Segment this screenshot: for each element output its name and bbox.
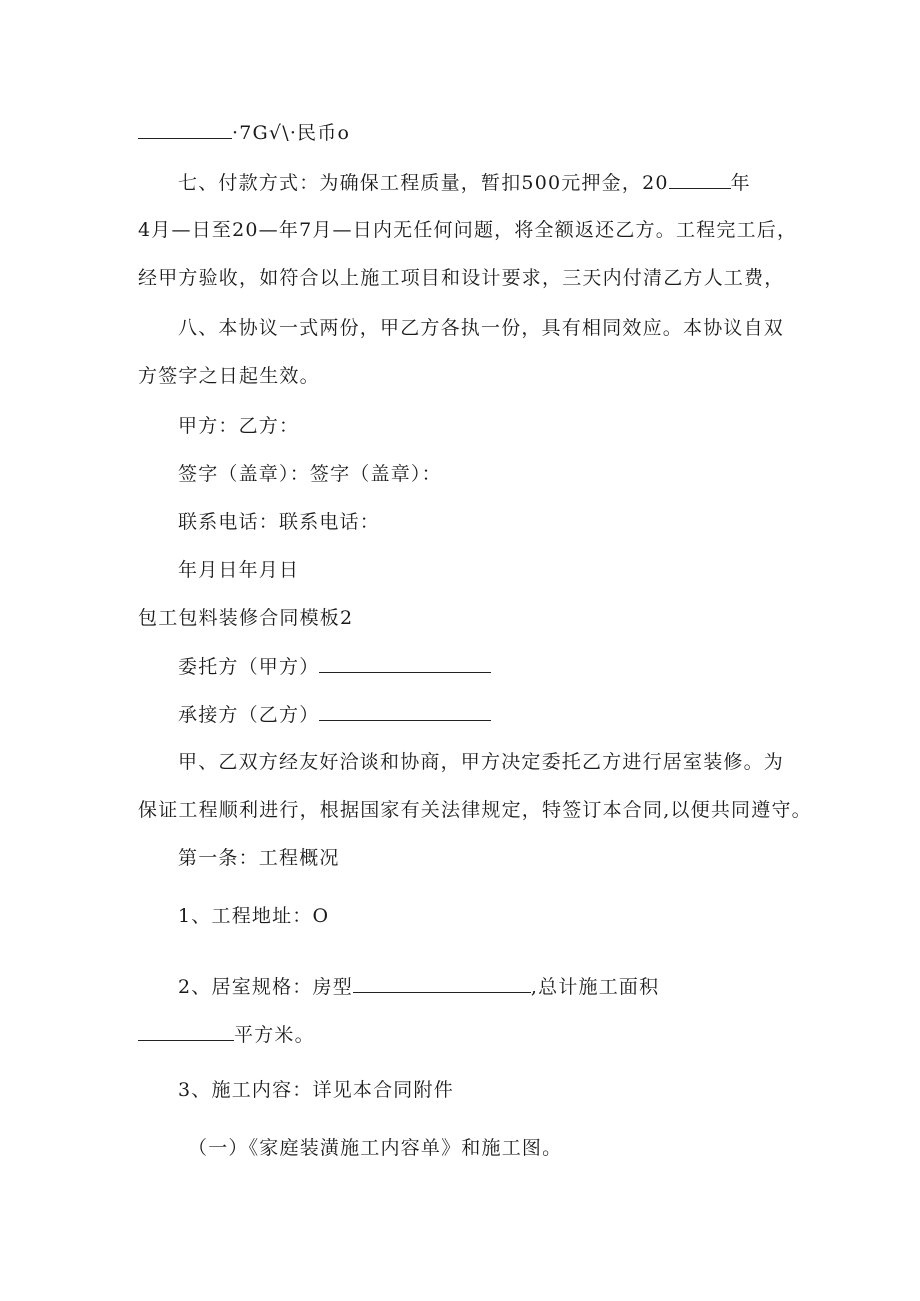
sub-item: （一）《家庭装潢施工内容单》和施工图。 xyxy=(188,1137,563,1159)
party-line: 甲方：乙方： xyxy=(178,415,300,437)
paragraph-line: 八、本协议一式两份，甲乙方各执一份，具有相同效应。本协议自双 xyxy=(178,317,785,339)
paragraph-line: 经甲方验收，如符合以上施工项目和设计要求，三天内付清乙方人工费， xyxy=(138,267,785,289)
signature-line: 签字（盖章）：签字（盖章）： xyxy=(178,463,442,485)
item-room-spec xyxy=(178,974,659,999)
client-line xyxy=(178,654,491,679)
contractor-label: 承接方（乙方） xyxy=(178,704,320,726)
item-address: 1、工程地址：O xyxy=(178,905,330,927)
item-construction: 3、施工内容：详见本合同附件 xyxy=(178,1079,454,1101)
blank-area xyxy=(138,1022,234,1041)
payment-method-text: 七、付款方式：为确保工程质量，暂扣500元押金，20 xyxy=(178,172,669,194)
client-label: 委托方（甲方） xyxy=(178,656,320,678)
blank-room-type xyxy=(353,974,531,993)
blank-amount xyxy=(138,120,232,139)
area-line xyxy=(138,1022,315,1047)
blank-year xyxy=(669,170,731,189)
article-heading: 第一条：工程概况 xyxy=(178,847,340,869)
blank-contractor xyxy=(319,702,491,721)
year-label: 年 xyxy=(730,172,751,194)
paragraph-line: 甲、乙双方经友好洽谈和协商，甲方决定委托乙方进行居室装修。为 xyxy=(178,751,785,773)
contractor-line xyxy=(178,702,491,727)
paragraph-line: 保证工程顺利进行，根据国家有关法律规定，特签订本合同,以便共同遵守。 xyxy=(138,799,812,821)
contact-line: 联系电话：联系电话： xyxy=(178,511,381,533)
paragraph-line: 4月—日至20—年7月—日内无任何问题，将全额返还乙方。工程完工后， xyxy=(138,219,798,241)
amount-text: ·7G√\·民币o xyxy=(232,122,351,144)
blank-client xyxy=(319,654,491,673)
area-label: ,总计施工面积 xyxy=(530,976,660,998)
line-rmb xyxy=(138,120,350,145)
paragraph-line: 方签字之日起生效。 xyxy=(138,365,320,387)
area-unit: 平方米。 xyxy=(234,1024,315,1046)
section-heading: 包工包料装修合同模板2 xyxy=(138,607,354,629)
date-line: 年月日年月日 xyxy=(178,559,300,581)
payment-method-line xyxy=(178,170,751,195)
room-spec-label: 2、居室规格：房型 xyxy=(178,976,353,998)
